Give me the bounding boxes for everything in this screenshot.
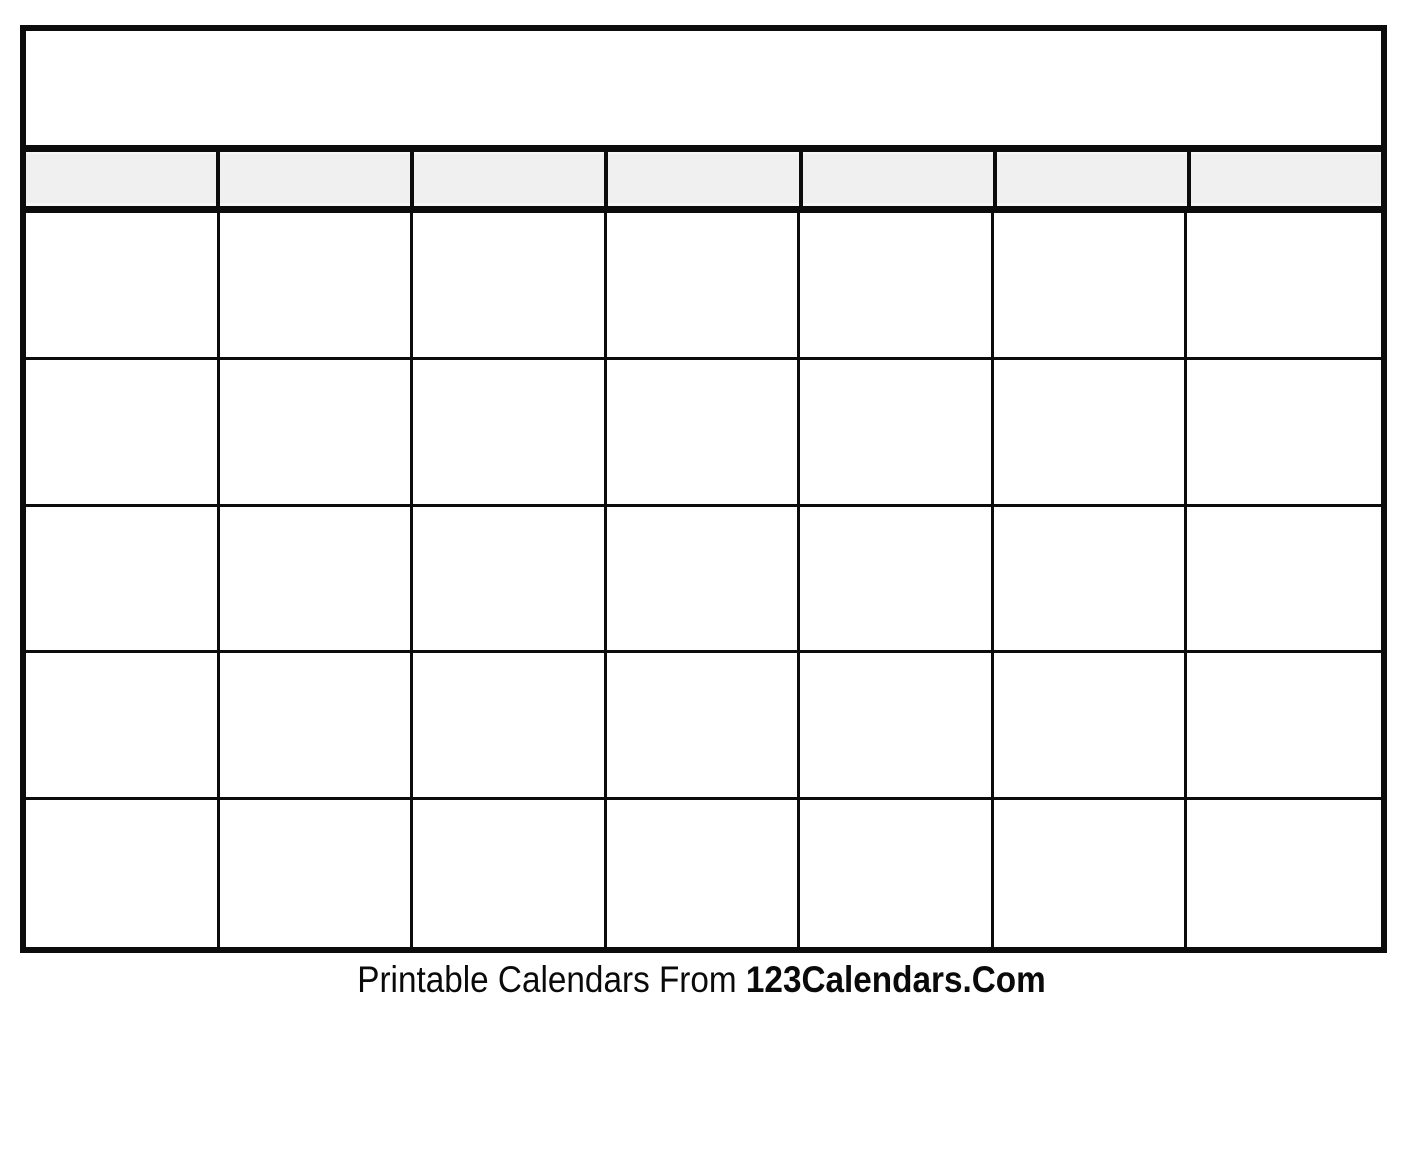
day-cell — [26, 507, 220, 654]
day-cell — [994, 653, 1188, 800]
day-cell — [1187, 360, 1381, 507]
day-cell — [800, 800, 994, 947]
day-cell — [413, 213, 607, 360]
day-cell — [1187, 213, 1381, 360]
day-cell — [607, 360, 801, 507]
weekday-header-cell — [803, 152, 997, 206]
day-cell — [26, 360, 220, 507]
calendar-grid — [26, 213, 1381, 947]
day-cell — [607, 653, 801, 800]
weekday-header-cell — [608, 152, 802, 206]
day-cell — [1187, 653, 1381, 800]
weekday-header-cell — [220, 152, 414, 206]
day-cell — [607, 800, 801, 947]
day-cell — [994, 360, 1188, 507]
footer-credit — [0, 953, 1403, 1002]
day-cell — [607, 213, 801, 360]
day-cell — [220, 653, 414, 800]
day-cell — [413, 800, 607, 947]
calendar-template — [20, 25, 1387, 953]
day-cell — [800, 653, 994, 800]
footer-brand-name: 123Calendars.Com — [745, 959, 1046, 1000]
weekday-header-cell — [1191, 152, 1381, 206]
day-cell — [413, 507, 607, 654]
day-cell — [1187, 800, 1381, 947]
day-cell — [994, 800, 1188, 947]
day-cell — [800, 360, 994, 507]
day-cell — [413, 360, 607, 507]
day-cell — [994, 213, 1188, 360]
footer-credit-text — [357, 959, 1046, 1002]
calendar-title-box — [26, 31, 1381, 152]
footer-credit-prefix: Printable Calendars From — [357, 959, 746, 1000]
day-cell — [800, 507, 994, 654]
weekday-header-row — [26, 152, 1381, 213]
weekday-header-cell — [997, 152, 1191, 206]
weekday-header-cell — [26, 152, 220, 206]
day-cell — [26, 213, 220, 360]
day-cell — [220, 507, 414, 654]
day-cell — [220, 213, 414, 360]
day-cell — [413, 653, 607, 800]
day-cell — [1187, 507, 1381, 654]
weekday-header-cell — [414, 152, 608, 206]
day-cell — [220, 800, 414, 947]
day-cell — [607, 507, 801, 654]
day-cell — [220, 360, 414, 507]
day-cell — [994, 507, 1188, 654]
day-cell — [26, 653, 220, 800]
day-cell — [26, 800, 220, 947]
day-cell — [800, 213, 994, 360]
